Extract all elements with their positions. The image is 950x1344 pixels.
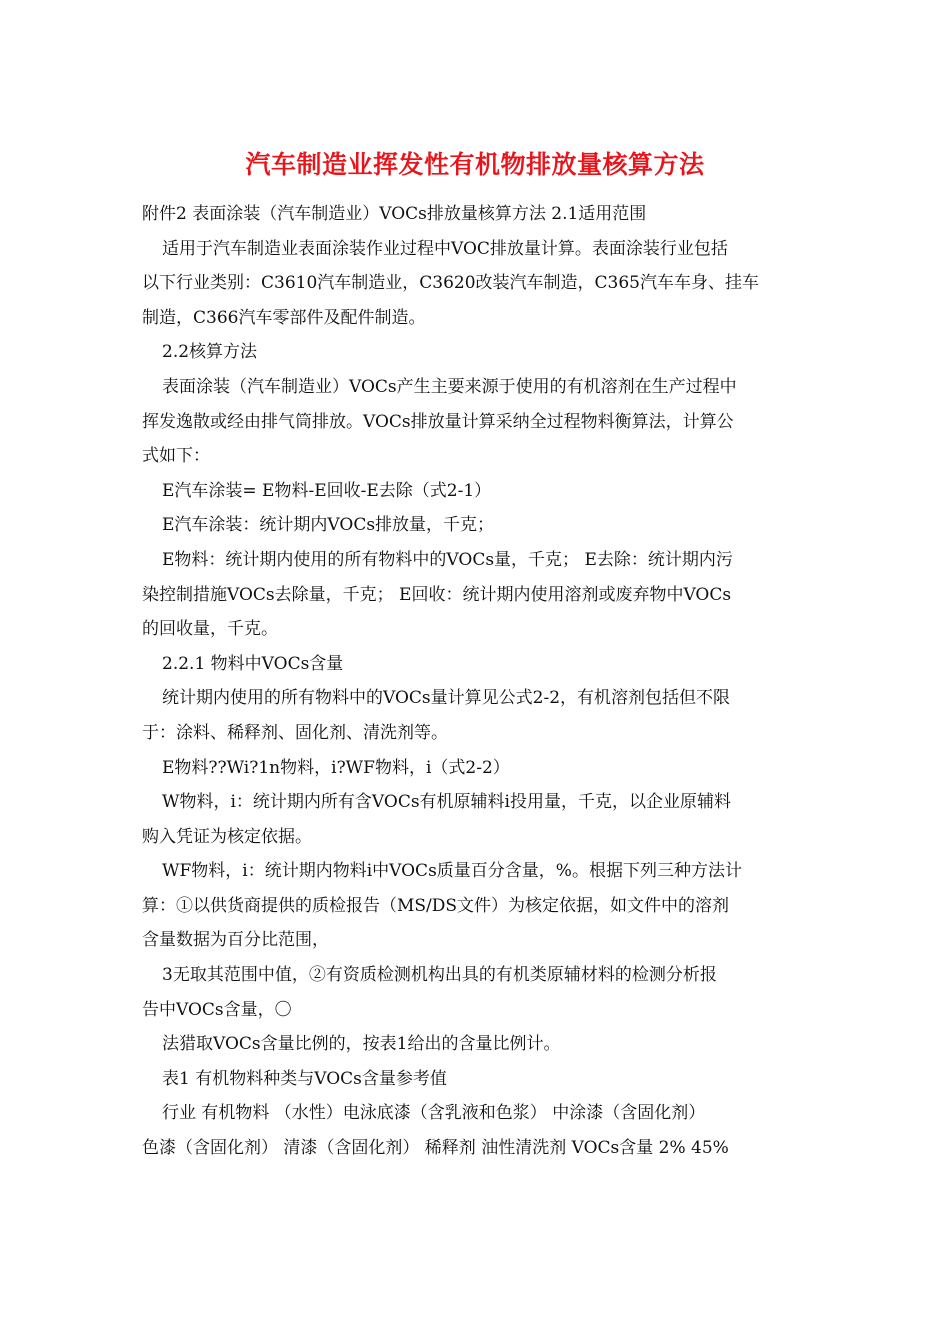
- paragraph-line: 含量数据为百分比范围，: [142, 930, 329, 951]
- paragraph-line: 算：①以供货商提供的质检报告（MS/DS文件）为核定依据，如文件中的溶剂: [142, 895, 730, 916]
- paragraph-line: 色漆（含固化剂） 清漆（含固化剂） 稀释剂 油性清洗剂 VOCs含量 2% 45%: [142, 1138, 729, 1159]
- paragraph-line: 告中VOCs含量，〇: [142, 999, 292, 1020]
- paragraph-line: 统计期内使用的所有物料中的VOCs量计算见公式2-2，有机溶剂包括但不限: [162, 688, 731, 709]
- paragraph-line: 行业 有机物料 （水性）电泳底漆（含乳液和色浆） 中涂漆（含固化剂）: [162, 1103, 706, 1124]
- paragraph-line: 式如下：: [142, 446, 210, 467]
- paragraph-line: 购入凭证为核定依据。: [142, 826, 312, 847]
- paragraph-line: E物料??Wi?1n物料，i?WF物料，i（式2-2）: [162, 757, 510, 778]
- paragraph-line: 适用于汽车制造业表面涂装作业过程中VOC排放量计算。表面涂装行业包括: [162, 238, 728, 259]
- paragraph-line: W物料，i：统计期内所有含VOCs有机原辅料i投用量，千克，以企业原辅料: [162, 792, 731, 813]
- paragraph-line: 附件2 表面涂装（汽车制造业）VOCs排放量核算方法 2.1适用范围: [142, 204, 647, 224]
- paragraph-line: 3无取其范围中值，②有资质检测机构出具的有机类原辅材料的检测分析报: [162, 965, 717, 986]
- paragraph-line: 法猎取VOCs含量比例的，按表1给出的含量比例计。: [162, 1034, 561, 1055]
- paragraph-line: E汽车涂装：统计期内VOCs排放量，千克；: [162, 515, 495, 536]
- paragraph-line: 以下行业类别：C3610汽车制造业，C3620改装汽车制造，C365汽车车身、挂车: [142, 273, 759, 294]
- document-body: [142, 197, 810, 1166]
- paragraph-line: 于：涂料、稀释剂、固化剂、清洗剂等。: [142, 722, 448, 743]
- paragraph-line: 2.2.1 物料中VOCs含量: [162, 653, 344, 674]
- paragraph-line: WF物料，i：统计期内物料i中VOCs质量百分含量，%。根据下列三种方法计: [162, 861, 742, 882]
- document-title: 汽车制造业挥发性有机物排放量核算方法: [245, 150, 705, 179]
- paragraph-line: E汽车涂装= E物料-E回收-E去除（式2-1）: [162, 480, 492, 501]
- paragraph-line: 表面涂装（汽车制造业）VOCs产生主要来源于使用的有机溶剂在生产过程中: [162, 376, 737, 397]
- paragraph-line: 挥发逸散或经由排气筒排放。VOCs排放量计算采纳全过程物料衡算法，计算公: [142, 411, 734, 432]
- paragraph-line: 染控制措施VOCs去除量，千克； E回收：统计期内使用溶剂或废弃物中VOCs: [142, 584, 732, 605]
- paragraph-line: 制造，C366汽车零部件及配件制造。: [142, 307, 426, 328]
- paragraph-line: E物料：统计期内使用的所有物料中的VOCs量，千克； E去除：统计期内污: [162, 549, 733, 570]
- paragraph-line: 表1 有机物料种类与VOCs含量参考值: [162, 1068, 447, 1089]
- paragraph-line: 2.2核算方法: [162, 342, 258, 363]
- paragraph-line: 的回收量，千克。: [142, 619, 278, 640]
